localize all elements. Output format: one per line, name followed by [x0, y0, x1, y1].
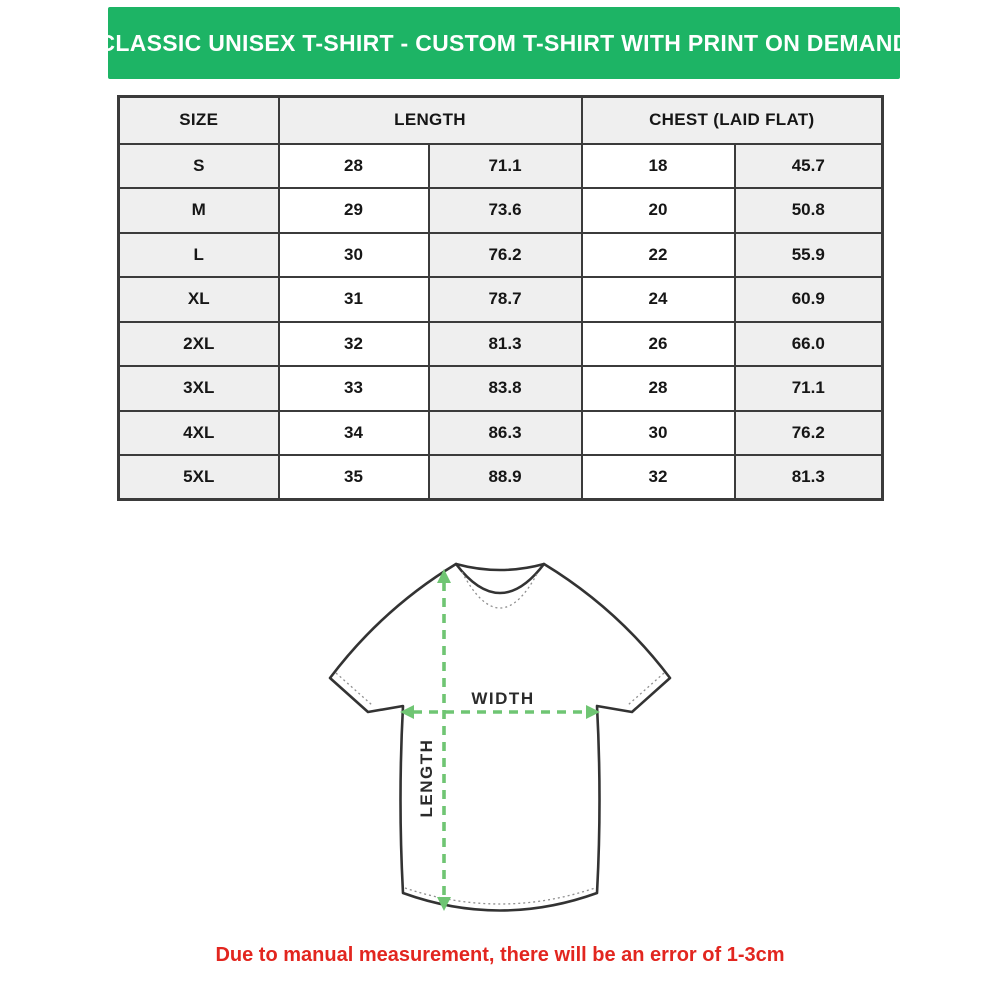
length-in-cell: 33 [279, 366, 429, 411]
chest-cm-cell: 81.3 [735, 455, 883, 500]
size-cell: L [119, 233, 279, 278]
length-in-cell: 31 [279, 277, 429, 322]
length-in-cell: 32 [279, 322, 429, 367]
length-cm-cell: 78.7 [429, 277, 582, 322]
header-row [119, 97, 883, 144]
col-header-length: LENGTH [279, 97, 582, 144]
length-cm-cell: 73.6 [429, 188, 582, 233]
length-cm-cell: 86.3 [429, 411, 582, 456]
size-table-body [119, 144, 883, 500]
page-title: CLASSIC UNISEX T-SHIRT - CUSTOM T-SHIRT WITH PRINT ON DEMAND [98, 29, 910, 56]
size-table-header [119, 97, 883, 144]
table-row [119, 411, 883, 456]
tshirt-outline [330, 564, 670, 911]
title-banner [98, 7, 910, 79]
chest-in-cell: 22 [582, 233, 735, 278]
size-cell: 4XL [119, 411, 279, 456]
length-in-cell: 29 [279, 188, 429, 233]
table-row [119, 277, 883, 322]
tshirt-diagram-svg [320, 552, 680, 932]
measurement-error-note: Due to manual measurement, there will be an error of 1-3cm [215, 944, 785, 966]
tshirt-measurement-diagram [320, 552, 680, 932]
length-in-cell: 34 [279, 411, 429, 456]
table-row [119, 322, 883, 367]
table-row [119, 233, 883, 278]
table-row [119, 366, 883, 411]
length-cm-cell: 88.9 [429, 455, 582, 500]
chest-in-cell: 32 [582, 455, 735, 500]
chest-cm-cell: 45.7 [735, 144, 883, 189]
size-cell: M [119, 188, 279, 233]
length-cm-cell: 71.1 [429, 144, 582, 189]
size-table [117, 95, 884, 501]
length-label: LENGTH [417, 738, 436, 818]
length-in-cell: 35 [279, 455, 429, 500]
length-cm-cell: 81.3 [429, 322, 582, 367]
chest-cm-cell: 55.9 [735, 233, 883, 278]
size-cell: 5XL [119, 455, 279, 500]
chest-cm-cell: 66.0 [735, 322, 883, 367]
col-header-chest: CHEST (LAID FLAT) [582, 97, 883, 144]
length-in-cell: 28 [279, 144, 429, 189]
chest-cm-cell: 60.9 [735, 277, 883, 322]
chest-in-cell: 28 [582, 366, 735, 411]
size-cell: XL [119, 277, 279, 322]
size-cell: S [119, 144, 279, 189]
table-row [119, 144, 883, 189]
table-row [119, 188, 883, 233]
length-cm-cell: 83.8 [429, 366, 582, 411]
chest-in-cell: 30 [582, 411, 735, 456]
chest-in-cell: 20 [582, 188, 735, 233]
size-cell: 2XL [119, 322, 279, 367]
col-header-size: SIZE [119, 97, 279, 144]
chest-in-cell: 24 [582, 277, 735, 322]
table-row [119, 455, 883, 500]
chest-cm-cell: 50.8 [735, 188, 883, 233]
width-label: WIDTH [471, 689, 535, 708]
chest-in-cell: 18 [582, 144, 735, 189]
chest-in-cell: 26 [582, 322, 735, 367]
chest-cm-cell: 76.2 [735, 411, 883, 456]
length-in-cell: 30 [279, 233, 429, 278]
chest-cm-cell: 71.1 [735, 366, 883, 411]
length-cm-cell: 76.2 [429, 233, 582, 278]
size-cell: 3XL [119, 366, 279, 411]
